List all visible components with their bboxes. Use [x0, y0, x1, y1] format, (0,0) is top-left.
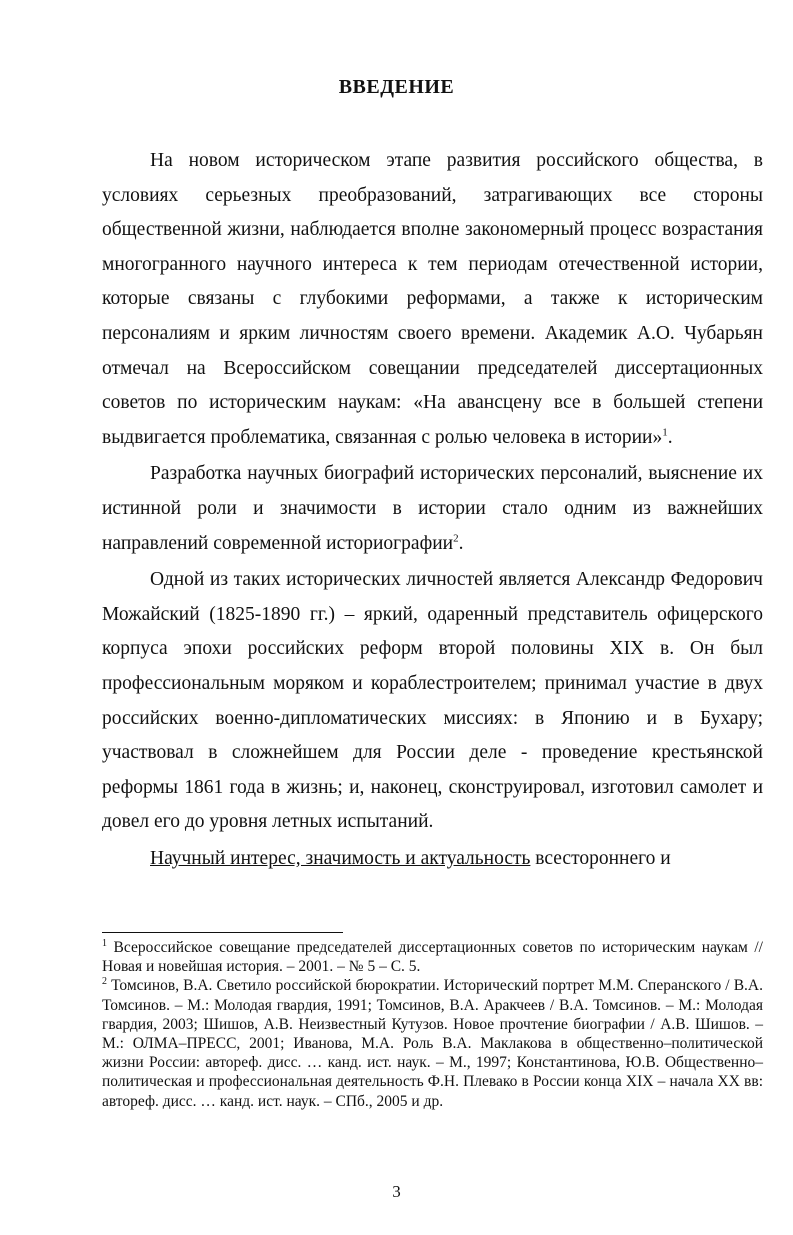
underlined-phrase: Научный интерес, значимость и актуальность	[150, 847, 531, 869]
paragraph-2	[102, 457, 763, 561]
paragraph-2-text: Разработка научных биографий исторических персоналий, выяснение их истинной роли и значимости в истории стало одним из важнейших направлений современной историографии	[102, 463, 763, 554]
footnote-divider	[102, 932, 343, 933]
paragraph-2-end: .	[458, 532, 464, 554]
paragraph-4	[102, 842, 763, 877]
footnote-1-text: Всероссийское совещание председателей диссертационных советов по историческим наукам // Новая и новейшая история. – 2001. – № 5 – С. 5.	[102, 939, 763, 976]
paragraph-1-end: .	[667, 426, 673, 448]
footnotes	[102, 938, 763, 1111]
page-number: 3	[392, 1182, 401, 1201]
page-title: ВВЕДЕНИЕ	[338, 76, 455, 98]
main-text	[102, 144, 763, 876]
footnote-ref-1[interactable]: 1	[662, 426, 668, 439]
paragraph-1-text: На новом историческом этапе развития российского общества, в условиях серьезных преобразований, затрагивающих все стороны общественной жизни, наблюдается вполне закономерный процесс возрастания многогранного научного интереса к тем периодам отечественной истории, которые связаны с глубокими реформами, а также к историческим персоналиям и ярким личностям своего времени. Академик А.О. Чубарьян отмечал на Всероссийском совещании председателей диссертационных советов по историческим наукам: «На авансцену все в большей степени выдвигается проблематика, связанная с ролью человека в истории»	[102, 150, 763, 448]
footnote-2-number: 2	[102, 976, 107, 988]
footnote-1	[102, 938, 763, 976]
footnote-ref-2[interactable]: 2	[453, 532, 459, 545]
footnote-1-number: 1	[102, 937, 107, 949]
paragraph-4-text: всестороннего и	[530, 847, 671, 869]
footnote-2	[102, 976, 763, 1110]
paragraph-1	[102, 144, 763, 455]
paragraph-3: Одной из таких исторических личностей является Александр Федорович Можайский (1825-1890 гг.) – яркий, одаренный представитель офицерского корпуса эпохи российских реформ второй половины XIX в. Он был профессиональным моряком и кораблестроителем; принимал участие в двух российских военно-дипломатических миссиях: в Японию и в Бухару; участвовал в сложнейшем для России деле - проведение крестьянской реформы 1861 года в жизнь; и, наконец, сконструировал, изготовил самолет и довел его до уровня летных испытаний.	[102, 569, 763, 833]
footnote-2-text: Томсинов, В.А. Светило российской бюрократии. Исторический портрет М.М. Сперанского / В.А. Томсинов. – М.: Молодая гвардия, 1991; Томсинов, В.А. Аракчеев / В.А. Томсинов. – М.: Молодая гвардия, 2003; Шишов, А.В. Неизвестный Кутузов. Новое прочтение биографии / А.В. Шишов. – М.: ОЛМА–ПРЕСС, 2001; Иванова, М.А. Роль В.А. Маклакова в общественно–политической жизни России: автореф. дисс. … канд. ист. наук. – М., 1997; Константинова, Ю.В. Общественно–политическая и профессиональная деятельность Ф.Н. Плевако в России конца XIX – начала XX вв: автореф. дисс. … канд. ист. наук. – СПб., 2005 и др.	[102, 977, 763, 1110]
